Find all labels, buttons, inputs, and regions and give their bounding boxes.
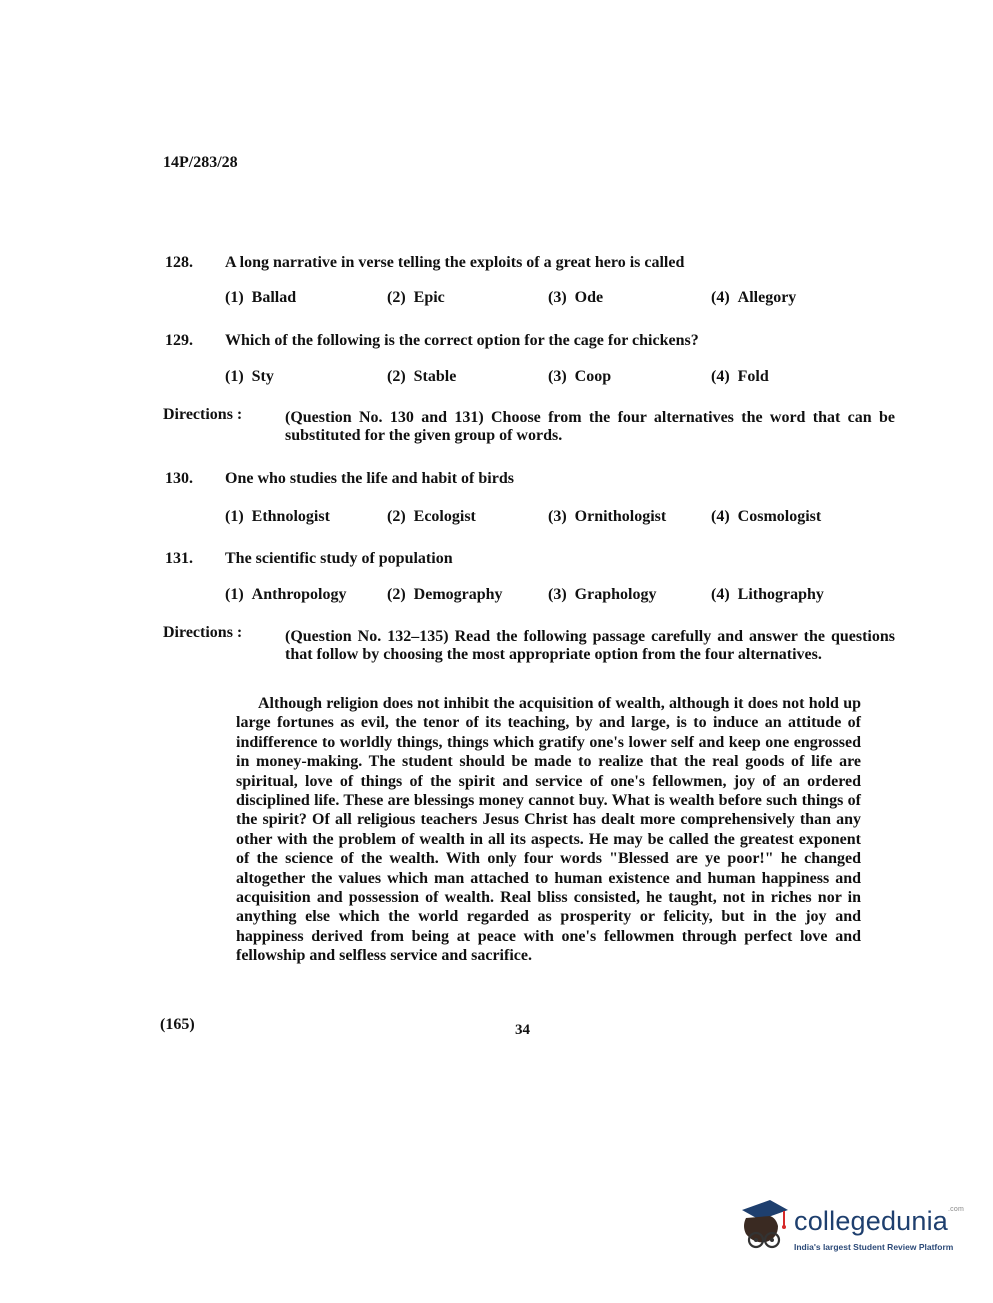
options-129: [225, 368, 865, 390]
question-number: 130.: [165, 470, 193, 487]
option-4: (4) Allegory: [711, 289, 797, 306]
reading-passage: Although religion does not inhibit the acquisition of wealth, although it does not hold up large fortunes as evil, the tenor of its teaching, by and large, is to induce an attitude of indifference to worldly things, things which gratify one's lower self and keep one engrossed in money-making. The student should be made to realize that the real goods of life are spiritual, love of things of the spirit and service of one's fellowmen, joy of an ordered disciplined life. These are blessings money cannot buy. What is wealth before such things of the spirit? Of all religious teachers Jesus Christ has dealt more comprehensively than any other with the problem of wealth in all its aspects. He may be called the greatest exponent of the science of the wealth. With only four words "Blessed are ye poor!" he changed altogether the values which man attached to human existence and human happiness and acquisition and possession of wealth. Real bliss consisted, he taught, not in riches nor in anything else which the world regarded as prosperity or felicity, but in the joy and happiness derived from being at peace with one's fellowmen through perfect love and fellowship and selfless service and sacrifice.: [236, 695, 861, 965]
option-2: (2) Epic: [387, 289, 445, 306]
directions-text: (Question No. 132–135) Read the following passage carefully and answer the questions that follow by choosing the most appropriate option from the four alternatives.: [285, 628, 895, 663]
option-3: (3) Ornithologist: [548, 508, 667, 525]
question-number: 129.: [165, 332, 193, 349]
brand-tagline: India's largest Student Review Platform: [794, 1242, 954, 1252]
footer-code: (165): [160, 1016, 195, 1033]
collegedunia-watermark: [736, 1196, 976, 1266]
option-3: (3) Coop: [548, 368, 612, 385]
question-text: A long narrative in verse telling the exploits of a great hero is called: [225, 254, 685, 271]
option-2: (2) Stable: [387, 368, 457, 385]
brand-name: collegedunia$^{.com}$: [794, 1206, 965, 1236]
question-text: The scientific study of population: [225, 550, 453, 567]
option-3: (3) Graphology: [548, 586, 657, 603]
options-128: [225, 289, 865, 311]
directions-label: Directions :: [163, 406, 243, 423]
question-text: One who studies the life and habit of birds: [225, 470, 514, 487]
question-number: 128.: [165, 254, 193, 271]
option-1: (1) Ethnologist: [225, 508, 330, 525]
option-3: (3) Ode: [548, 289, 604, 306]
option-1: (1) Ballad: [225, 289, 297, 306]
directions-text: (Question No. 130 and 131) Choose from the four alternatives the word that can be substituted for the given group of words.: [285, 409, 895, 444]
option-4: (4) Lithography: [711, 586, 824, 603]
options-130: [225, 508, 865, 530]
question-text: Which of the following is the correct option for the cage for chickens?: [225, 332, 699, 349]
paper-code: 14P/283/28: [163, 154, 238, 171]
option-4: (4) Cosmologist: [711, 508, 822, 525]
option-2: (2) Demography: [387, 586, 503, 603]
options-131: [225, 586, 865, 608]
question-number: 131.: [165, 550, 193, 567]
option-1: (1) Anthropology: [225, 586, 347, 603]
option-2: (2) Ecologist: [387, 508, 476, 525]
mascot-icon: [736, 1196, 792, 1260]
option-4: (4) Fold: [711, 368, 769, 385]
directions-label: Directions :: [163, 624, 243, 641]
page-number: 34: [515, 1022, 530, 1038]
option-1: (1) Sty: [225, 368, 274, 385]
